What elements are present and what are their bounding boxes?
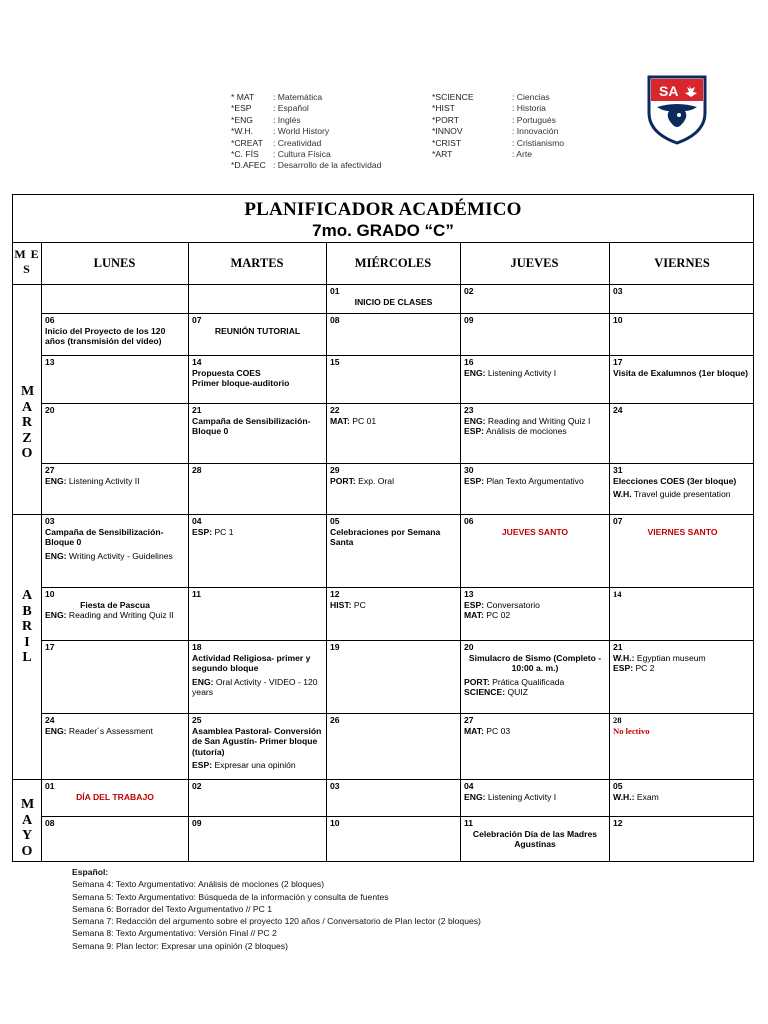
notes-line: Semana 8: Texto Argumentativo: Versión Final // PC 2 xyxy=(72,928,277,939)
month-label: ABRIL xyxy=(21,588,33,665)
legend-row xyxy=(231,115,381,126)
day-cell-mar-02: 02 xyxy=(464,286,474,296)
day-cell-abr-20: 20 Simulacro de Sismo (Completo - 10:00 a. m.) PORT: Prática Qualificada SCIENCE: QUIZ xyxy=(464,642,602,698)
notes-line: Semana 5: Texto Argumentativo: Búsqueda de la información y consulta de fuentes xyxy=(72,891,389,902)
legend-row xyxy=(432,149,564,160)
legend-abbr: *CRIST xyxy=(432,137,462,148)
day-cell-abr-12: 12 HIST: PC xyxy=(330,589,366,610)
day-cell-abr-07: 07 VIERNES SANTO xyxy=(613,516,718,537)
legend-abbr: *SCIENCE xyxy=(432,92,474,102)
legend-abbr: *ART xyxy=(432,149,453,160)
day-cell-mar-20: 20 xyxy=(45,405,55,415)
spanish-weekly-notes xyxy=(72,866,481,952)
legend-row xyxy=(432,126,564,137)
day-cell-abr-28: 28 No lectivo xyxy=(613,715,650,736)
day-cell-mar-01: 01 INICIO DE CLASES xyxy=(330,286,433,307)
legend-desc: : World History xyxy=(273,126,330,137)
day-cell-mar-31: 31 Elecciones COES (3er bloque) W.H. Travel guide presentation xyxy=(613,465,737,500)
legend-row xyxy=(432,103,564,114)
day-cell-may-04: 04 ENG: Listening Activity I xyxy=(464,781,557,802)
day-cell-mar-29: 29 PORT: Exp. Oral xyxy=(330,465,394,486)
header-martes: MARTES xyxy=(230,255,284,270)
legend-row xyxy=(231,149,381,160)
legend-desc: : Español xyxy=(273,103,309,114)
day-cell-may-03: 03 xyxy=(330,781,340,791)
day-cell-mar-22: 22 MAT: PC 01 xyxy=(330,405,377,426)
abbreviation-legend-left xyxy=(231,92,381,172)
day-cell-abr-13: 13 ESP: Conversatorio MAT: PC 02 xyxy=(464,589,540,621)
day-cell-abr-18: 18 Actividad Religiosa- primer y segundo bloque ENG: Oral Activity - VIDEO - 120 years xyxy=(192,642,318,698)
legend-row xyxy=(231,138,381,149)
legend-desc: : Arte xyxy=(512,149,533,160)
day-cell-abr-06: 06 JUEVES SANTO xyxy=(464,516,569,537)
day-cell-may-09: 09 xyxy=(192,818,202,828)
header-lunes: LUNES xyxy=(93,255,136,270)
day-cell-abr-21: 21 W.H.: Egyptian museum ESP: PC 2 xyxy=(613,642,706,674)
legend-desc: : Creatividad xyxy=(273,137,322,148)
day-cell-mar-08: 08 xyxy=(330,315,340,325)
legend-row xyxy=(231,126,381,137)
legend-row xyxy=(432,115,564,126)
legend-desc: : Portugués xyxy=(512,114,556,125)
legend-row xyxy=(231,160,381,171)
legend-desc: : Desarrollo de la afectividad xyxy=(273,160,382,171)
day-cell-abr-24: 24 ENG: Reader´s Assessment xyxy=(45,715,153,736)
day-cell-abr-11: 11 xyxy=(192,589,202,599)
day-cell-abr-04: 04 ESP: PC 1 xyxy=(192,516,234,537)
notes-line: Semana 4: Texto Argumentativo: Análisis de mociones (2 bloques) xyxy=(72,879,325,890)
day-cell-may-02: 02 xyxy=(192,781,202,791)
page-title: PLANIFICADOR ACADÉMICO xyxy=(244,199,522,220)
legend-desc: : Ciencias xyxy=(512,92,550,102)
header-jueves: JUEVES xyxy=(510,255,559,270)
day-cell-mar-24: 24 xyxy=(613,405,623,415)
legend-abbr: * MAT xyxy=(231,92,255,102)
logo-letters: SA xyxy=(659,83,679,99)
legend-desc: : Cultura Física xyxy=(273,149,331,160)
day-cell-abr-25: 25 Asamblea Pastoral- Conversión de San Agustín- Primer bloque (tutoría) ESP: Expresar una opinión xyxy=(192,715,322,771)
day-cell-abr-19: 19 xyxy=(330,642,340,652)
legend-abbr: *CREAT xyxy=(231,137,263,148)
month-mayo xyxy=(13,779,41,862)
legend-abbr: *ESP xyxy=(231,103,252,114)
day-cell-may-08: 08 xyxy=(45,818,55,828)
day-cell-abr-05: 05 Celebraciones por Semana Santa xyxy=(330,516,441,548)
day-cell-mar-06: 06 Inicio del Proyecto de los 120 años (transmisión del video) xyxy=(45,315,166,347)
notes-heading: Español: xyxy=(72,867,109,877)
month-label: MARZO xyxy=(21,384,35,461)
month-abril xyxy=(13,514,41,779)
day-cell-abr-17: 17 xyxy=(45,642,55,652)
day-cell-mar-13: 13 xyxy=(45,357,55,367)
school-logo xyxy=(645,73,709,145)
legend-row xyxy=(432,92,564,103)
header-miercoles: MIÉRCOLES xyxy=(354,255,432,270)
day-cell-mar-21: 21 Campaña de Sensibilización- Bloque 0 xyxy=(192,405,311,437)
day-cell-may-11: 11 Celebración Día de las Madres Agustinas xyxy=(464,818,598,850)
legend-abbr: *PORT xyxy=(432,114,460,125)
day-cell-mar-10: 10 xyxy=(613,315,623,325)
day-cell-mar-23: 23 ENG: Reading and Writing Quiz I ESP: Análisis de mociones xyxy=(464,405,591,437)
month-label: MAYO xyxy=(21,797,35,859)
academic-planner xyxy=(12,194,754,862)
legend-row xyxy=(231,103,381,114)
day-cell-may-10: 10 xyxy=(330,818,340,828)
abbreviation-legend-right xyxy=(432,92,564,160)
header-mes: M E S xyxy=(14,247,40,276)
legend-abbr: *W.H. xyxy=(231,126,253,137)
legend-desc: : Innovación xyxy=(512,126,559,137)
legend-desc: : Cristianismo xyxy=(512,137,565,148)
day-cell-mar-28: 28 xyxy=(192,465,202,475)
day-cell-abr-26: 26 xyxy=(330,715,340,725)
day-cell-mar-16: 16 ENG: Listening Activity I xyxy=(464,357,557,378)
legend-desc: : Inglés xyxy=(273,114,301,125)
day-cell-mar-30: 30 ESP: Plan Texto Argumentativo xyxy=(464,465,584,486)
header-viernes: VIERNES xyxy=(654,255,710,270)
month-marzo xyxy=(13,284,41,514)
day-cell-mar-03: 03 xyxy=(613,286,623,296)
legend-abbr: *HIST xyxy=(432,103,455,114)
day-cell-mar-07: 07 REUNIÓN TUTORIAL xyxy=(192,315,301,336)
legend-row xyxy=(231,92,381,103)
day-cell-mar-15: 15 xyxy=(330,357,340,367)
legend-abbr: *D.AFEC xyxy=(231,160,266,171)
day-cell-abr-03: 03 Campaña de Sensibilización- Bloque 0 ENG: Writing Activity - Guidelines xyxy=(45,516,173,561)
notes-line: Semana 7: Redacción del argumento sobre el proyecto 120 años / Conversatorio de Plan lector (2 bloques) xyxy=(72,916,481,927)
day-cell-abr-27: 27 MAT: PC 03 xyxy=(464,715,511,736)
legend-abbr: *ENG xyxy=(231,114,253,125)
legend-row xyxy=(432,138,564,149)
legend-desc: : Historia xyxy=(512,103,546,114)
day-cell-mar-17: 17 Visita de Exalumnos (1er bloque) xyxy=(613,357,748,378)
legend-abbr: *C. FÍS xyxy=(231,149,259,160)
day-cell-may-01: 01 DÍA DEL TRABAJO xyxy=(45,781,154,802)
day-cell-mar-27: 27 ENG: Listening Activity II xyxy=(45,465,140,486)
day-cell-may-05: 05 W.H.: Exam xyxy=(613,781,659,802)
day-cell-abr-14: 14 xyxy=(613,589,622,599)
day-cell-mar-09: 09 xyxy=(464,315,474,325)
day-cell-mar-14: 14 Propuesta COES Primer bloque-auditorio xyxy=(192,357,290,389)
day-cell-may-12: 12 xyxy=(613,818,623,828)
legend-abbr: *INNOV xyxy=(432,126,463,137)
notes-line: Semana 9: Plan lector: Expresar una opinión (2 bloques) xyxy=(72,940,288,951)
planner-header xyxy=(13,195,753,243)
notes-line: Semana 6: Borrador del Texto Argumentativo // PC 1 xyxy=(72,903,272,914)
grade-subtitle: 7mo. GRADO “C” xyxy=(312,221,454,240)
day-cell-abr-10: 10 Fiesta de Pascua ENG: Reading and Writing Quiz II xyxy=(45,589,174,621)
legend-desc: : Matemática xyxy=(273,92,323,102)
